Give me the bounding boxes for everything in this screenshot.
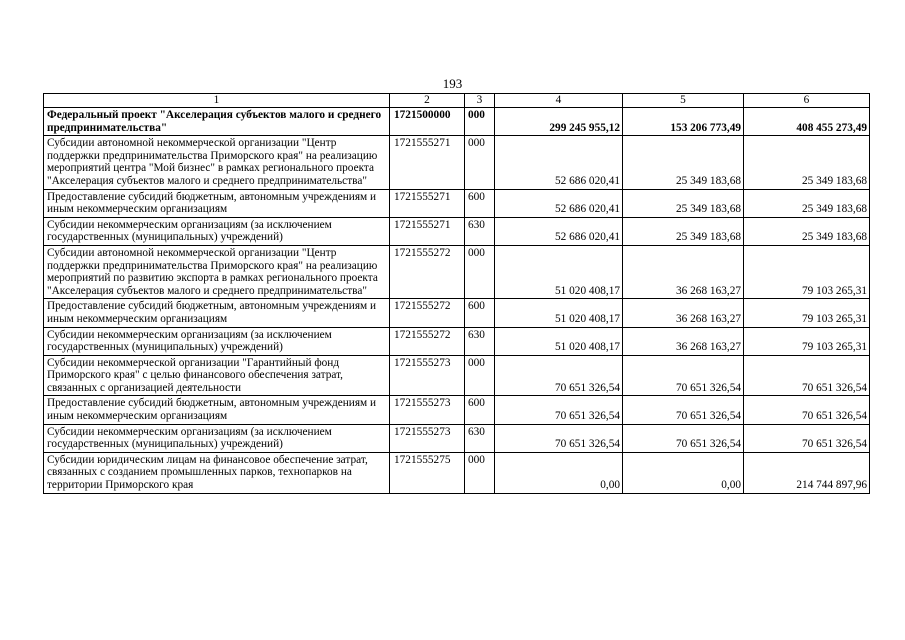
row-value-5-cell: 25 349 183,68 [623, 217, 744, 245]
row-type-cell: 630 [465, 327, 495, 355]
table-row [44, 217, 870, 245]
row-value-6-cell: 79 103 265,31 [744, 327, 870, 355]
table-row [44, 136, 870, 189]
row-value-5-cell: 70 651 326,54 [623, 424, 744, 452]
row-name-cell: Субсидии некоммерческим организациям (за исключением государственных (муниципальных) учреждений) [44, 217, 390, 245]
row-value-6-cell: 70 651 326,54 [744, 396, 870, 424]
row-value-5-cell: 70 651 326,54 [623, 355, 744, 396]
row-type-cell: 600 [465, 299, 495, 327]
table-row [44, 299, 870, 327]
row-type-cell: 000 [465, 245, 495, 298]
row-name-cell: Предоставление субсидий бюджетным, автономным учреждениям и иным некоммерческим организациям [44, 396, 390, 424]
row-code-cell: 1721555275 [390, 452, 465, 493]
row-value-4-cell: 51 020 408,17 [495, 327, 623, 355]
header-cell: 5 [623, 94, 744, 108]
table-row [44, 245, 870, 298]
row-type-cell: 630 [465, 217, 495, 245]
header-cell: 6 [744, 94, 870, 108]
row-name-cell: Субсидии некоммерческим организациям (за исключением государственных (муниципальных) учреждений) [44, 327, 390, 355]
row-code-cell: 1721555273 [390, 355, 465, 396]
table-row [44, 189, 870, 217]
row-code-cell: 1721500000 [390, 108, 465, 136]
row-value-4-cell: 70 651 326,54 [495, 396, 623, 424]
row-value-5-cell: 36 268 163,27 [623, 245, 744, 298]
row-value-6-cell: 408 455 273,49 [744, 108, 870, 136]
header-cell: 1 [44, 94, 390, 108]
row-value-4-cell: 52 686 020,41 [495, 217, 623, 245]
row-value-6-cell: 25 349 183,68 [744, 189, 870, 217]
row-name-cell: Субсидии некоммерческим организациям (за исключением государственных (муниципальных) учреждений) [44, 424, 390, 452]
row-value-5-cell: 0,00 [623, 452, 744, 493]
table-row [44, 396, 870, 424]
header-cell: 3 [465, 94, 495, 108]
row-code-cell: 1721555272 [390, 327, 465, 355]
row-code-cell: 1721555272 [390, 299, 465, 327]
row-value-6-cell: 79 103 265,31 [744, 245, 870, 298]
row-name-cell: Предоставление субсидий бюджетным, автономным учреждениям и иным некоммерческим организациям [44, 299, 390, 327]
table-row [44, 424, 870, 452]
row-type-cell: 600 [465, 189, 495, 217]
row-type-cell: 600 [465, 396, 495, 424]
row-type-cell: 000 [465, 136, 495, 189]
row-name-cell: Федеральный проект "Акселерация субъектов малого и среднего предпринимательства" [44, 108, 390, 136]
row-type-cell: 630 [465, 424, 495, 452]
row-value-4-cell: 299 245 955,12 [495, 108, 623, 136]
row-value-6-cell: 25 349 183,68 [744, 217, 870, 245]
row-value-5-cell: 36 268 163,27 [623, 299, 744, 327]
table-row [44, 327, 870, 355]
row-value-4-cell: 70 651 326,54 [495, 424, 623, 452]
table-header-row [44, 94, 870, 108]
row-value-4-cell: 52 686 020,41 [495, 189, 623, 217]
row-name-cell: Предоставление субсидий бюджетным, автономным учреждениям и иным некоммерческим организациям [44, 189, 390, 217]
row-value-5-cell: 25 349 183,68 [623, 189, 744, 217]
header-cell: 2 [390, 94, 465, 108]
row-value-5-cell: 153 206 773,49 [623, 108, 744, 136]
row-value-4-cell: 70 651 326,54 [495, 355, 623, 396]
row-value-6-cell: 214 744 897,96 [744, 452, 870, 493]
row-code-cell: 1721555272 [390, 245, 465, 298]
row-name-cell: Субсидии автономной некоммерческой организации "Центр поддержки предпринимательства Приморского края" на реализацию мероприятий по развитию экспорта в рамках регионального проекта "Акселерация субъектов малого и среднего предпринимательства" [44, 245, 390, 298]
row-code-cell: 1721555271 [390, 136, 465, 189]
row-value-6-cell: 70 651 326,54 [744, 355, 870, 396]
row-type-cell: 000 [465, 108, 495, 136]
row-value-4-cell: 51 020 408,17 [495, 245, 623, 298]
row-code-cell: 1721555273 [390, 424, 465, 452]
row-value-6-cell: 70 651 326,54 [744, 424, 870, 452]
page-number: 193 [442, 76, 463, 91]
row-value-4-cell: 0,00 [495, 452, 623, 493]
row-name-cell: Субсидии некоммерческой организации "Гарантийный фонд Приморского края" с целью финансового обеспечения затрат, связанных с организацией деятельности [44, 355, 390, 396]
row-code-cell: 1721555271 [390, 189, 465, 217]
row-name-cell: Субсидии юридическим лицам на финансовое обеспечение затрат, связанных с созданием промышленных парков, технопарков на территории Приморского края [44, 452, 390, 493]
row-type-cell: 000 [465, 452, 495, 493]
row-value-6-cell: 25 349 183,68 [744, 136, 870, 189]
row-value-4-cell: 52 686 020,41 [495, 136, 623, 189]
row-value-5-cell: 36 268 163,27 [623, 327, 744, 355]
row-type-cell: 000 [465, 355, 495, 396]
row-code-cell: 1721555271 [390, 217, 465, 245]
budget-table [43, 93, 870, 494]
row-value-5-cell: 25 349 183,68 [623, 136, 744, 189]
row-value-6-cell: 79 103 265,31 [744, 299, 870, 327]
row-name-cell: Субсидии автономной некоммерческой организации "Центр поддержки предпринимательства Приморского края" на реализацию мероприятий центра "Мой бизнес" в рамках регионального проекта "Акселерация субъектов малого и среднего предпринимательства" [44, 136, 390, 189]
row-value-5-cell: 70 651 326,54 [623, 396, 744, 424]
table-row [44, 452, 870, 493]
table-row [44, 108, 870, 136]
row-value-4-cell: 51 020 408,17 [495, 299, 623, 327]
table-row [44, 355, 870, 396]
header-cell: 4 [495, 94, 623, 108]
row-code-cell: 1721555273 [390, 396, 465, 424]
